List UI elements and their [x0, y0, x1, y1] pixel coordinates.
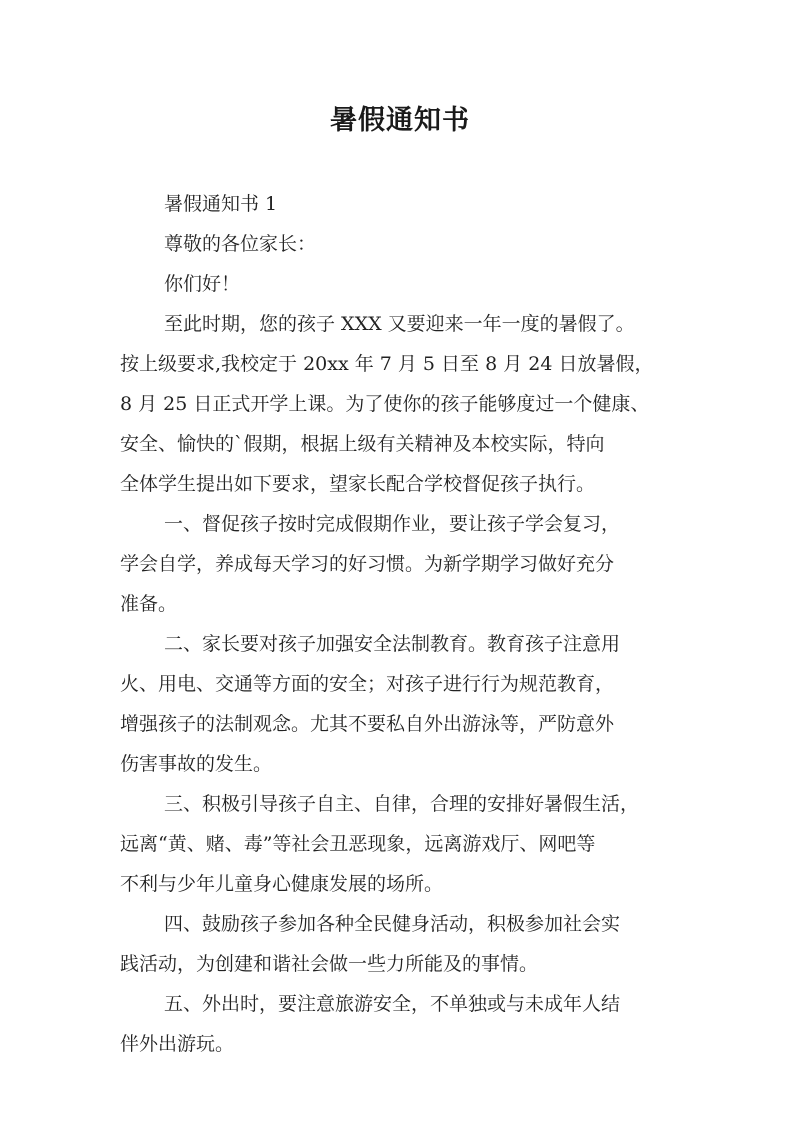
paragraph-line: 五、外出时，要注意旅游安全，不单独或与未成年人结	[164, 993, 621, 1015]
paragraph-line: 8 月 25 日正式开学上课。为了使你的孩子能够度过一个健康、	[120, 393, 650, 415]
paragraph-line: 伴外出游玩。	[120, 1033, 235, 1055]
document-title: 暑假通知书	[330, 105, 470, 136]
paragraph-line: 学会自学，养成每天学习的好习惯。为新学期学习做好充分	[120, 553, 615, 575]
paragraph-line: 全体学生提出如下要求，望家长配合学校督促孩子执行。	[120, 473, 596, 495]
paragraph-line: 不利与少年儿童身心健康发展的场所。	[120, 873, 444, 895]
paragraph-line: 二、家长要对孩子加强安全法制教育。教育孩子注意用	[164, 633, 621, 655]
paragraph-line: 暑假通知书 1	[164, 193, 278, 215]
paragraph-line: 尊敬的各位家长：	[164, 233, 317, 255]
paragraph-line: 至此时期，您的孩子 XXX 又要迎来一年一度的暑假了。	[164, 313, 635, 335]
paragraph-line: 准备。	[120, 593, 178, 615]
paragraph-line: 伤害事故的发生。	[120, 753, 273, 775]
paragraph-line: 安全、愉快的`假期，根据上级有关精神及本校实际，特向	[120, 433, 605, 455]
paragraph-line: 三、积极引导孩子自主、自律，合理的安排好暑假生活，	[164, 793, 640, 815]
paragraph-line: 火、用电、交通等方面的安全；对孩子进行行为规范教育，	[120, 673, 615, 695]
paragraph-line: 四、鼓励孩子参加各种全民健身活动，积极参加社会实	[164, 913, 621, 935]
paragraph-line: 你们好！	[164, 273, 241, 295]
document-body	[120, 184, 700, 1064]
paragraph-line: 践活动，为创建和谐社会做一些力所能及的事情。	[120, 953, 539, 975]
paragraph-line: 增强孩子的法制观念。尤其不要私自外出游泳等，严防意外	[120, 713, 615, 735]
paragraph-line: 按上级要求,我校定于 20xx 年 7 月 5 日至 8 月 24 日放暑假，	[120, 353, 654, 375]
paragraph-line: 远离“黄、赌、毒”等社会丑恶现象，远离游戏厅、网吧等	[120, 833, 596, 855]
paragraph-line: 一、督促孩子按时完成假期作业，要让孩子学会复习，	[164, 513, 621, 535]
